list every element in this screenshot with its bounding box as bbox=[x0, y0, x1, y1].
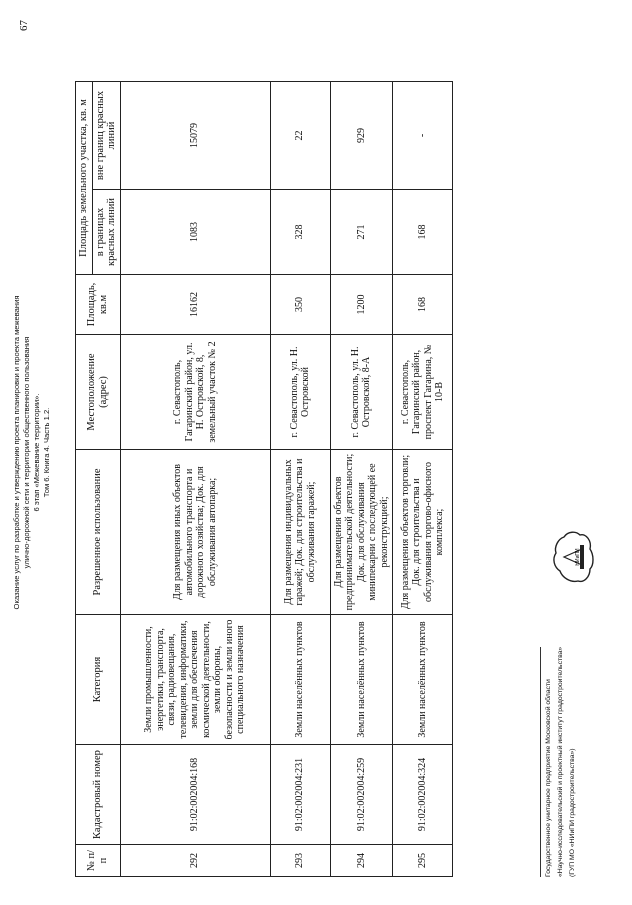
cell-num: 295 bbox=[393, 845, 453, 877]
col-header-cadastral: Кадастровый номер bbox=[76, 745, 121, 845]
cell-inside: 1083 bbox=[120, 190, 270, 275]
land-parcel-table bbox=[75, 81, 453, 877]
cell-cadastral: 91:02:002004:324 bbox=[393, 745, 453, 845]
cell-cadastral: 91:02:002004:168 bbox=[120, 745, 270, 845]
cell-cadastral: 91:02:002004:259 bbox=[330, 745, 393, 845]
col-header-outside: вне границ красных линий bbox=[92, 81, 120, 189]
cell-area: 168 bbox=[393, 275, 453, 335]
page-number: 67 bbox=[18, 20, 30, 31]
institute-logo-icon bbox=[548, 527, 596, 587]
cell-cadastral: 91:02:002004:231 bbox=[270, 745, 330, 845]
header-line-2: улично-дорожной сети и территории общественного пользования bbox=[22, 336, 31, 569]
table-row bbox=[393, 81, 453, 876]
footer-line-1: Государственное унитарное предприятие Московской области bbox=[545, 679, 552, 877]
col-header-area: Площадь, кв.м bbox=[76, 275, 121, 335]
table-row bbox=[120, 81, 270, 876]
cell-inside: 271 bbox=[330, 190, 393, 275]
cell-category: Земли населённых пунктов bbox=[330, 615, 393, 745]
col-header-land-area: Площадь земельного участка, кв. м bbox=[76, 81, 93, 274]
cell-location: г. Севастополь, Гагаринский район, проспект Гагарина, № 10-В bbox=[393, 335, 453, 450]
cell-area: 1200 bbox=[330, 275, 393, 335]
col-header-inside: в границах красных линий bbox=[92, 190, 120, 275]
col-header-num: № п/п bbox=[76, 845, 121, 877]
table-row bbox=[330, 81, 393, 876]
cell-category: Земли промышленности, энергетики, транспорта, связи, радиовещания, телевидения, информатики, земли для обеспечения космической деятельности, земли обороны, безопасности и земли иного специального назначения bbox=[120, 615, 270, 745]
cell-use: Для размещения индивидуальных гаражей; Док. для строительства и обслуживания гаражей; bbox=[270, 450, 330, 615]
footer-line-3: (ГУП МО «НИиПИ градостроительства») bbox=[569, 748, 576, 877]
cell-area: 16162 bbox=[120, 275, 270, 335]
cell-location: г. Севастополь, ул. Н. Островской bbox=[270, 335, 330, 450]
col-header-location: Местоположение (адрес) bbox=[76, 335, 121, 450]
cell-outside: 22 bbox=[270, 81, 330, 189]
cell-use: Для размещения иных объектов автомобильного транспорта и дорожного хозяйства; Док. для обслуживания автопарка; bbox=[120, 450, 270, 615]
col-header-use: Разрешенное использование bbox=[76, 450, 121, 615]
header-line-4: Том 6. Книга 4. Часть 1.2. bbox=[42, 407, 51, 498]
cell-location: г. Севастополь, Гагаринский район, ул. Н. Островской, 8, земельный участок № 2 bbox=[120, 335, 270, 450]
logo-text: НИиПИ bbox=[575, 548, 581, 566]
cell-inside: 328 bbox=[270, 190, 330, 275]
cell-use: Для размещения объектов торговли; Док. для строительства и обслуживания торгово-офисного комплекса; bbox=[393, 450, 453, 615]
cell-outside: 15079 bbox=[120, 81, 270, 189]
footer-line-2: «Научно-исследовательский и проектный институт градостроительства» bbox=[557, 646, 564, 877]
cell-outside: 929 bbox=[330, 81, 393, 189]
footer-divider bbox=[540, 647, 541, 877]
cell-area: 350 bbox=[270, 275, 330, 335]
cell-outside: - bbox=[393, 81, 453, 189]
document-header bbox=[12, 0, 52, 905]
header-line-1: Оказание услуг по разработке и утверждению проекта планировки и проекта межевания bbox=[12, 295, 21, 610]
cell-category: Земли населённых пунктов bbox=[393, 615, 453, 745]
cell-use: Для размещения объектов предпринимательской деятельности; Док. для обслуживания минипекарни с последующей ее реконструкцией; bbox=[330, 450, 393, 615]
table-row bbox=[270, 81, 330, 876]
cell-num: 294 bbox=[330, 845, 393, 877]
cell-category: Земли населённых пунктов bbox=[270, 615, 330, 745]
cell-num: 292 bbox=[120, 845, 270, 877]
cell-num: 293 bbox=[270, 845, 330, 877]
table-header-row bbox=[76, 81, 93, 876]
cell-inside: 168 bbox=[393, 190, 453, 275]
cell-location: г. Севастополь, ул. Н. Островской, 8-А bbox=[330, 335, 393, 450]
header-line-3: 6 этап «Межевание территории». bbox=[32, 393, 41, 512]
col-header-category: Категория bbox=[76, 615, 121, 745]
